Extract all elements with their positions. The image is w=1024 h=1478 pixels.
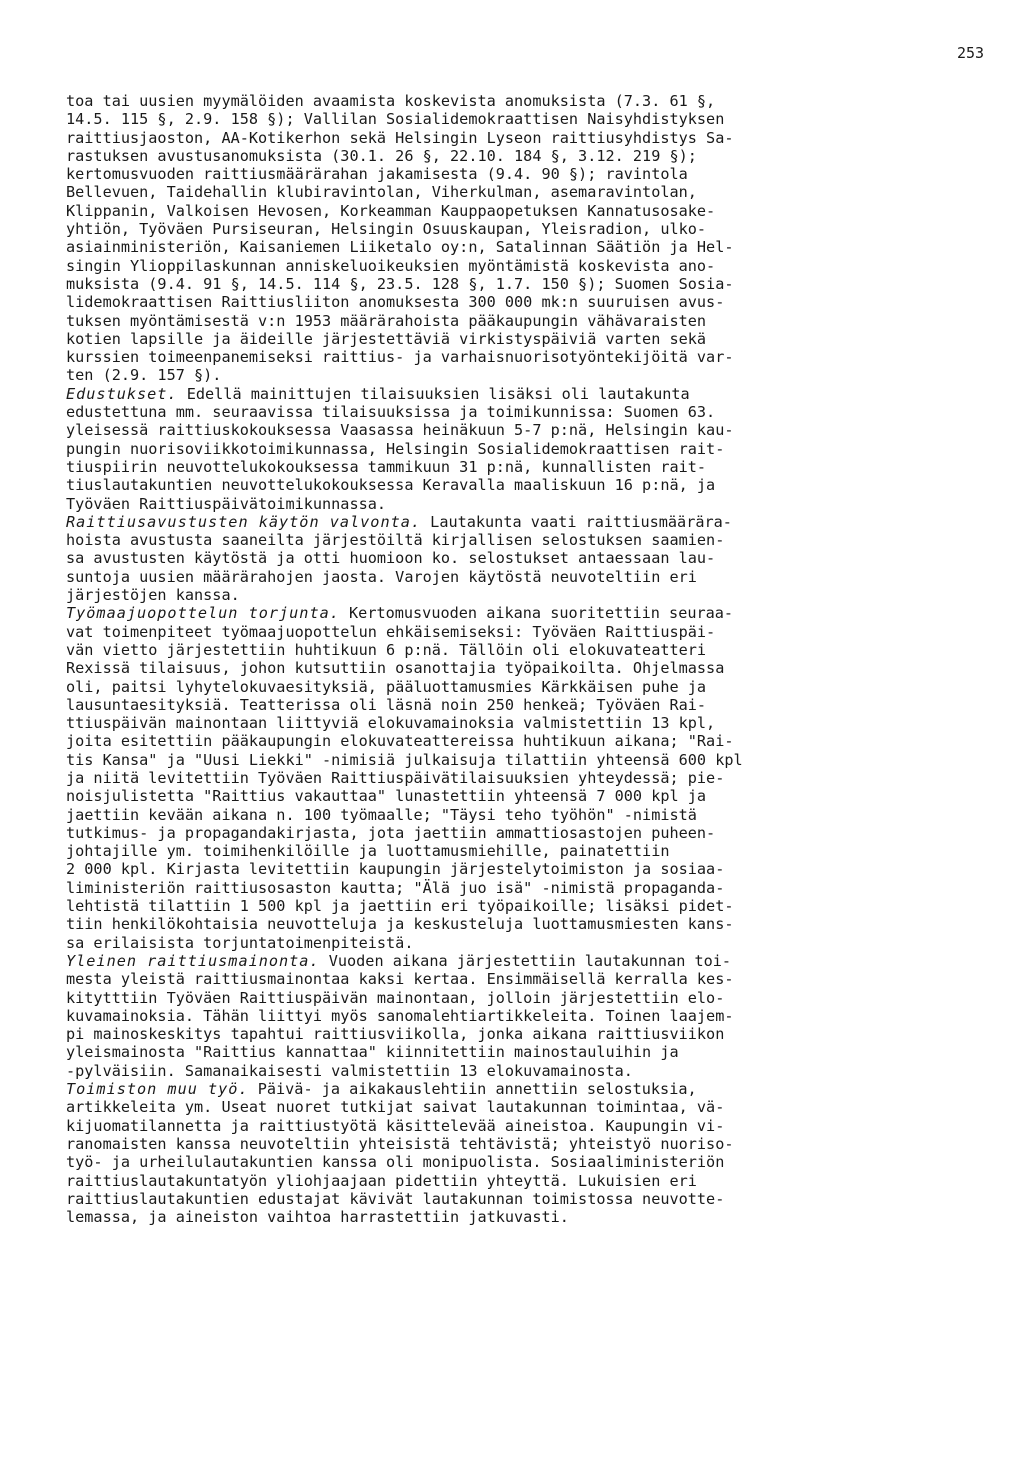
text-line bbox=[66, 1117, 966, 1135]
line-text: kurssien toimeenpanemiseksi raittius- ja varhaisnuorisotyöntekijöitä var- bbox=[66, 348, 734, 367]
section-heading: Työmaajuopottelun torjunta. bbox=[66, 604, 340, 623]
text-line bbox=[66, 787, 966, 805]
line-text: vat toimenpiteet työmaajuopottelun ehkäisemiseksi: Työväen Raittiuspäi- bbox=[66, 622, 716, 641]
line-text: Päivä- ja aikakauslehtiin annettiin selostuksia, bbox=[248, 1080, 697, 1099]
text-line bbox=[66, 1007, 966, 1025]
line-text: Vuoden aikana järjestettiin lautakunnan toi- bbox=[319, 951, 732, 970]
text-line bbox=[66, 1153, 966, 1171]
page-number: 253 bbox=[957, 44, 985, 62]
line-text: Edellä mainittujen tilaisuuksien lisäksi oli lautakunta bbox=[177, 384, 690, 403]
text-line bbox=[66, 842, 966, 860]
line-text: Kertomusvuoden aikana suoritettiin seuraa- bbox=[339, 604, 734, 623]
text-line bbox=[66, 1172, 966, 1190]
line-text: singin Ylioppilaskunnan anniskeluoikeuksien myöntämistä koskevista ano- bbox=[66, 256, 716, 275]
text-line bbox=[66, 824, 966, 842]
text-line bbox=[66, 897, 966, 915]
text-line bbox=[66, 1208, 966, 1226]
line-text: järjestöjen kanssa. bbox=[66, 586, 240, 605]
line-text: kotien lapsille ja äideille järjestettäviä virkistyspäiviä varten sekä bbox=[66, 329, 707, 348]
line-text: Lautakunta vaati raittiusmäärära- bbox=[421, 512, 732, 531]
line-text: yleismainosta "Raittius kannattaa" kiinnitettiin mainostauluihin ja bbox=[66, 1043, 679, 1062]
text-line bbox=[66, 1043, 966, 1061]
text-line bbox=[66, 440, 966, 458]
text-line bbox=[66, 110, 966, 128]
line-text: noisjulistetta "Raittius vakauttaa" lunastettiin yhteensä 7 000 kpl ja bbox=[66, 787, 707, 806]
line-text: jaettiin kevään aikana n. 100 työmaalle; "Täysi teho työhön" -nimistä bbox=[66, 805, 697, 824]
body-text bbox=[66, 92, 966, 1226]
line-text: Työväen Raittiuspäivätoimikunnassa. bbox=[66, 494, 387, 513]
line-text: työ- ja urheilulautakuntien kanssa oli monipuolista. Sosiaaliministeriön bbox=[66, 1153, 725, 1172]
line-text: sa avustusten käytöstä ja otti huomioon ko. selostukset antaessaan lau- bbox=[66, 549, 716, 568]
line-text: kuvamainoksia. Tähän liittyi myös sanomalehtiartikkeleita. Toinen laajem- bbox=[66, 1006, 734, 1025]
text-line bbox=[66, 934, 966, 952]
text-line bbox=[66, 1098, 966, 1116]
text-line bbox=[66, 860, 966, 878]
text-line bbox=[66, 604, 966, 622]
line-text: tutkimus- ja propagandakirjasta, jota jaettiin ammattiosastojen puheen- bbox=[66, 823, 716, 842]
line-text: joita esitettiin pääkaupungin elokuvateattereissa huhtikuun aikana; "Rai- bbox=[66, 732, 734, 751]
line-text: vän vietto järjestettiin huhtikuun 6 p:nä. Tällöin oli elokuvateatteri bbox=[66, 640, 707, 659]
text-line bbox=[66, 1190, 966, 1208]
text-line bbox=[66, 92, 966, 110]
line-text: 14.5. 115 §, 2.9. 158 §); Vallilan Sosialidemokraattisen Naisyhdistyksen bbox=[66, 110, 725, 129]
text-line bbox=[66, 238, 966, 256]
line-text: Bellevuen, Taidehallin klubiravintolan, Viherkulman, asemaravintolan, bbox=[66, 183, 697, 202]
line-text: kitytttiin Työväen Raittiuspäivän mainontaan, jolloin järjestettiin elo- bbox=[66, 988, 725, 1007]
text-line bbox=[66, 330, 966, 348]
text-line bbox=[66, 879, 966, 897]
section-heading: Toimiston muu työ. bbox=[66, 1080, 249, 1099]
text-line bbox=[66, 952, 966, 970]
line-text: kertomusvuoden raittiusmäärärahan jakamisesta (9.4. 90 §); ravintola bbox=[66, 165, 688, 184]
text-line bbox=[66, 421, 966, 439]
line-text: rastuksen avustusanomuksista (30.1. 26 §, 22.10. 184 §, 3.12. 219 §); bbox=[66, 146, 697, 165]
text-line bbox=[66, 403, 966, 421]
line-text: tis Kansa" ja "Uusi Liekki" -nimisiä julkaisuja tilattiin yhteensä 600 kpl bbox=[66, 750, 743, 769]
line-text: oli, paitsi lyhytelokuvaesityksiä, pääluottamusmies Kärkkäisen puhe ja bbox=[66, 677, 707, 696]
section-heading: Raittiusavustusten käytön valvonta. bbox=[66, 512, 422, 531]
text-line bbox=[66, 476, 966, 494]
line-text: sa erilaisista torjuntatoimenpiteistä. bbox=[66, 933, 414, 952]
line-text: pungin nuorisoviikkotoimikunnassa, Helsingin Sosialidemokraattisen rait- bbox=[66, 439, 725, 458]
text-line bbox=[66, 714, 966, 732]
line-text: artikkeleita ym. Useat nuoret tutkijat saivat lautakunnan toimintaa, vä- bbox=[66, 1098, 725, 1117]
text-line bbox=[66, 293, 966, 311]
line-text: edustettuna mm. seuraavissa tilaisuuksissa ja toimikunnissa: Suomen 63. bbox=[66, 403, 716, 422]
text-line bbox=[66, 678, 966, 696]
text-line bbox=[66, 1135, 966, 1153]
line-text: 2 000 kpl. Kirjasta levitettiin kaupungin järjestelytoimiston ja sosiaa- bbox=[66, 860, 725, 879]
text-line bbox=[66, 495, 966, 513]
line-text: lausuntaesityksiä. Teatterissa oli läsnä noin 250 henkeä; Työväen Rai- bbox=[66, 695, 707, 714]
text-line bbox=[66, 732, 966, 750]
line-text: Rexissä tilaisuus, johon kutsuttiin osanottajia työpaikoilta. Ohjelmassa bbox=[66, 659, 725, 678]
section-heading: Edustukset. bbox=[66, 384, 178, 403]
text-line bbox=[66, 312, 966, 330]
text-line bbox=[66, 220, 966, 238]
text-line bbox=[66, 1080, 966, 1098]
text-line bbox=[66, 989, 966, 1007]
text-line bbox=[66, 623, 966, 641]
text-line bbox=[66, 257, 966, 275]
text-line bbox=[66, 275, 966, 293]
text-line bbox=[66, 458, 966, 476]
text-line bbox=[66, 348, 966, 366]
line-text: tiin henkilökohtaisia neuvotteluja ja keskusteluja luottamusmiesten kans- bbox=[66, 915, 734, 934]
line-text: kijuomatilannetta ja raittiustyötä käsittelevää aineistoa. Kaupungin vi- bbox=[66, 1116, 725, 1135]
line-text: yhtiön, Työväen Pursiseuran, Helsingin Osuuskaupan, Yleisradion, ulko- bbox=[66, 220, 707, 239]
text-line bbox=[66, 513, 966, 531]
text-line bbox=[66, 641, 966, 659]
text-line bbox=[66, 183, 966, 201]
text-line bbox=[66, 696, 966, 714]
text-line bbox=[66, 129, 966, 147]
section-heading: Yleinen raittiusmainonta. bbox=[66, 951, 320, 970]
text-line bbox=[66, 586, 966, 604]
text-line bbox=[66, 751, 966, 769]
line-text: toa tai uusien myymälöiden avaamista koskevista anomuksista (7.3. 61 §, bbox=[66, 92, 716, 110]
text-line bbox=[66, 970, 966, 988]
text-line bbox=[66, 531, 966, 549]
text-line bbox=[66, 806, 966, 824]
text-line bbox=[66, 366, 966, 384]
line-text: pi mainoskeskitys tapahtui raittiusviikolla, jonka aikana raittiusviikon bbox=[66, 1025, 725, 1044]
line-text: mesta yleistä raittiusmainontaa kaksi kertaa. Ensimmäisellä kerralla kes- bbox=[66, 970, 734, 989]
line-text: ten (2.9. 157 §). bbox=[66, 366, 222, 385]
line-text: liministeriön raittiusosaston kautta; "Älä juo isä" -nimistä propaganda- bbox=[66, 878, 725, 897]
line-text: lemassa, ja aineiston vaihtoa harrastettiin jatkuvasti. bbox=[66, 1208, 569, 1227]
line-text: raittiusjaoston, AA-Kotikerhon sekä Helsingin Lyseon raittiusyhdistys Sa- bbox=[66, 128, 734, 147]
line-text: johtajille ym. toimihenkilöille ja luottamusmiehille, painatettiin bbox=[66, 842, 670, 861]
line-text: hoista avustusta saaneilta järjestöiltä kirjallisen selostuksen saamien- bbox=[66, 531, 725, 550]
text-line bbox=[66, 1062, 966, 1080]
line-text: asiainministeriön, Kaisaniemen Liiketalo oy:n, Satalinnan Säätiön ja Hel- bbox=[66, 238, 734, 257]
line-text: ja niitä levitettiin Työväen Raittiuspäivätilaisuuksien yhteydessä; pie- bbox=[66, 768, 725, 787]
line-text: ranomaisten kanssa neuvoteltiin yhteisistä tehtävistä; yhteistyö nuoriso- bbox=[66, 1134, 734, 1153]
text-line bbox=[66, 385, 966, 403]
line-text: tiuspiirin neuvottelukokouksessa tammikuun 31 p:nä, kunnallisten rait- bbox=[66, 457, 707, 476]
line-text: -pylväisiin. Samanaikaisesti valmistettiin 13 elokuvamainosta. bbox=[66, 1061, 633, 1080]
line-text: tiuslautakuntien neuvottelukokouksessa Keravalla maaliskuun 16 p:nä, ja bbox=[66, 476, 716, 495]
text-line bbox=[66, 568, 966, 586]
text-line bbox=[66, 165, 966, 183]
text-line bbox=[66, 769, 966, 787]
line-text: Klippanin, Valkoisen Hevosen, Korkeamman Kauppaopetuksen Kannatusosake- bbox=[66, 201, 716, 220]
text-line bbox=[66, 202, 966, 220]
line-text: raittiuslautakuntatyön yliohjaajaan pidettiin yhteyttä. Lukuisien eri bbox=[66, 1171, 697, 1190]
text-line bbox=[66, 915, 966, 933]
line-text: raittiuslautakuntien edustajat kävivät lautakunnan toimistossa neuvotte- bbox=[66, 1189, 725, 1208]
text-line bbox=[66, 659, 966, 677]
line-text: tuksen myöntämisestä v:n 1953 määrärahoista pääkaupungin vähävaraisten bbox=[66, 311, 707, 330]
text-line bbox=[66, 549, 966, 567]
line-text: lehtistä tilattiin 1 500 kpl ja jaettiin eri työpaikoille; lisäksi pidet- bbox=[66, 897, 734, 916]
text-line bbox=[66, 147, 966, 165]
line-text: suntoja uusien määrärahojen jaosta. Varojen käytöstä neuvoteltiin eri bbox=[66, 567, 697, 586]
line-text: lidemokraattisen Raittiusliiton anomuksesta 300 000 mk:n suuruisen avus- bbox=[66, 293, 725, 312]
line-text: ttiuspäivän mainontaan liittyviä elokuvamainoksia valmistettiin 13 kpl, bbox=[66, 714, 716, 733]
line-text: muksista (9.4. 91 §, 14.5. 114 §, 23.5. 128 §, 1.7. 150 §); Suomen Sosia- bbox=[66, 274, 734, 293]
text-line bbox=[66, 1025, 966, 1043]
line-text: yleisessä raittiuskokouksessa Vaasassa heinäkuun 5-7 p:nä, Helsingin kau- bbox=[66, 421, 734, 440]
